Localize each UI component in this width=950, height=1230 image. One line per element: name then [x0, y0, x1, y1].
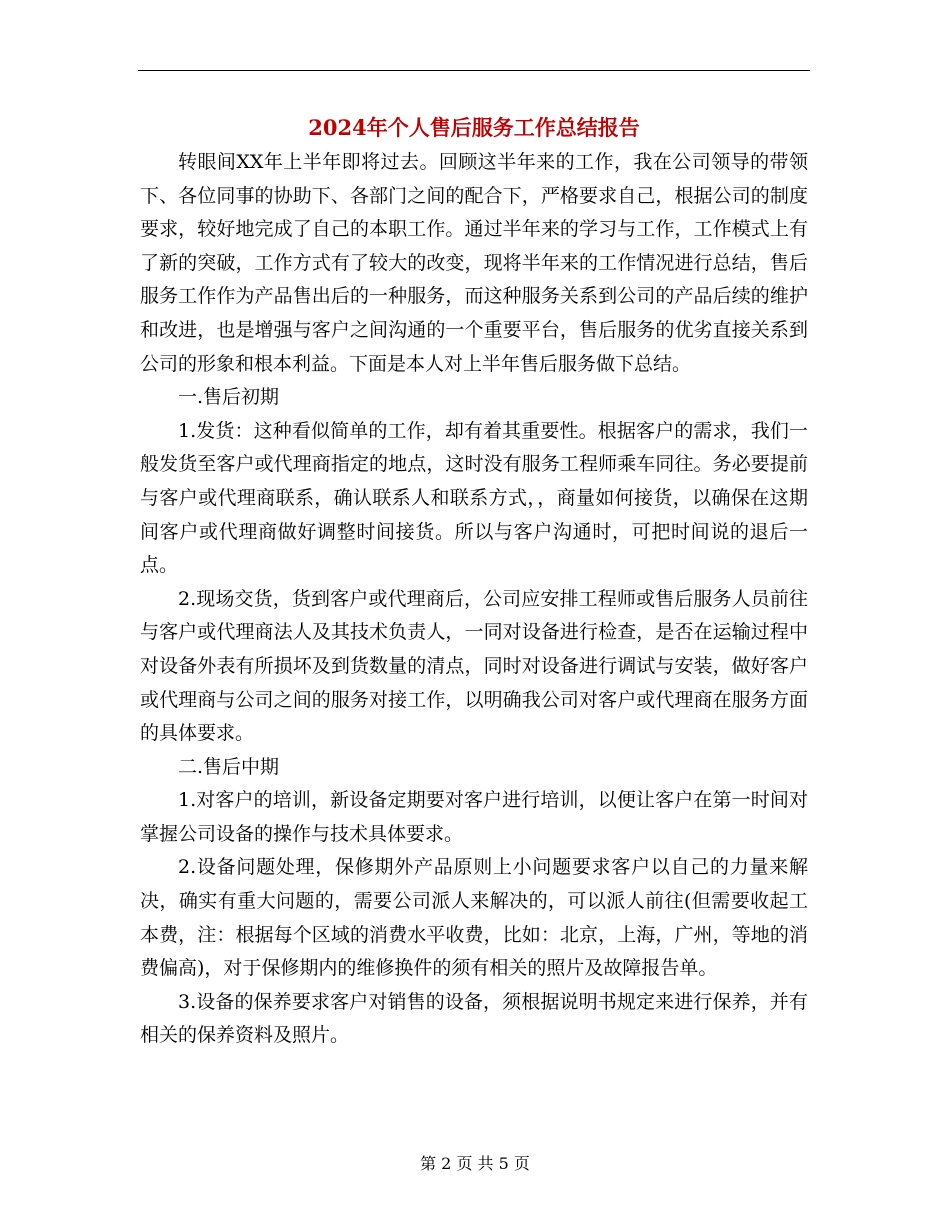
paragraph-maintenance: 3.设备的保养要求客户对销售的设备，须根据说明书规定来进行保养，并有相关的保养资料及照片。 [140, 990, 808, 1047]
section-heading-mid: 二.售后中期 [178, 755, 280, 778]
document-title: 2024年个人售后服务工作总结报告 [308, 115, 640, 140]
section-heading-initial: 一.售后初期 [178, 386, 280, 409]
paragraph-issue-handling: 2.设备问题处理，保修期外产品原则上小问题要求客户以自己的力量来解决，确实有重大问题的，需要公司派人来解决的，可以派人前往(但需要收起工本费，注：根据每个区域的消费水平收费，比如：北京，上海，广州，等地的消费偏高)，对于保修期内的维修换件的须有相关的照片及故障报告单。 [140, 856, 808, 980]
paragraph-intro: 转眼间XX年上半年即将过去。回顾这半年来的工作，我在公司领导的带领下、各位同事的协助下、各部门之间的配合下，严格要求自己，根据公司的制度要求，较好地完成了自己的本职工作。通过半年来的学习与工作，工作模式上有了新的突破，工作方式有了较大的改变，现将半年来的工作情况进行总结，售后服务工作作为产品售出后的一种服务，而这种服务关系到公司的产品后续的维护和改进，也是增强与客户之间沟通的一个重要平台，售后服务的优劣直接关系到公司的形象和根本利益。下面是本人对上半年售后服务做下总结。 [140, 151, 808, 375]
paragraph-onsite-delivery: 2.现场交货，货到客户或代理商后，公司应安排工程师或售后服务人员前往与客户或代理商法人及其技术负责人，一同对设备进行检查，是否在运输过程中对设备外表有所损坏及到货数量的清点，同时对设备进行调试与安装，做好客户或代理商与公司之间的服务对接工作，以明确我公司对客户或代理商在服务方面的具体要求。 [140, 587, 808, 745]
paragraph-training: 1.对客户的培训，新设备定期要对客户进行培训，以便让客户在第一时间对掌握公司设备的操作与技术具体要求。 [140, 789, 808, 845]
paragraph-shipping: 1.发货：这种看似简单的工作，却有着其重要性。根据客户的需求，我们一般发货至客户或代理商指定的地点，这时没有服务工程师乘车同往。务必要提前与客户或代理商联系，确认联系人和联系方式，，商量如何接货，以确保在这期间客户或代理商做好调整时间接货。所以与客户沟通时，可把时间说的退后一点。 [140, 419, 808, 577]
document-body [140, 146, 808, 1053]
header-rule [138, 70, 810, 71]
page-number: 第 2 页 共 5 页 [420, 1154, 530, 1173]
